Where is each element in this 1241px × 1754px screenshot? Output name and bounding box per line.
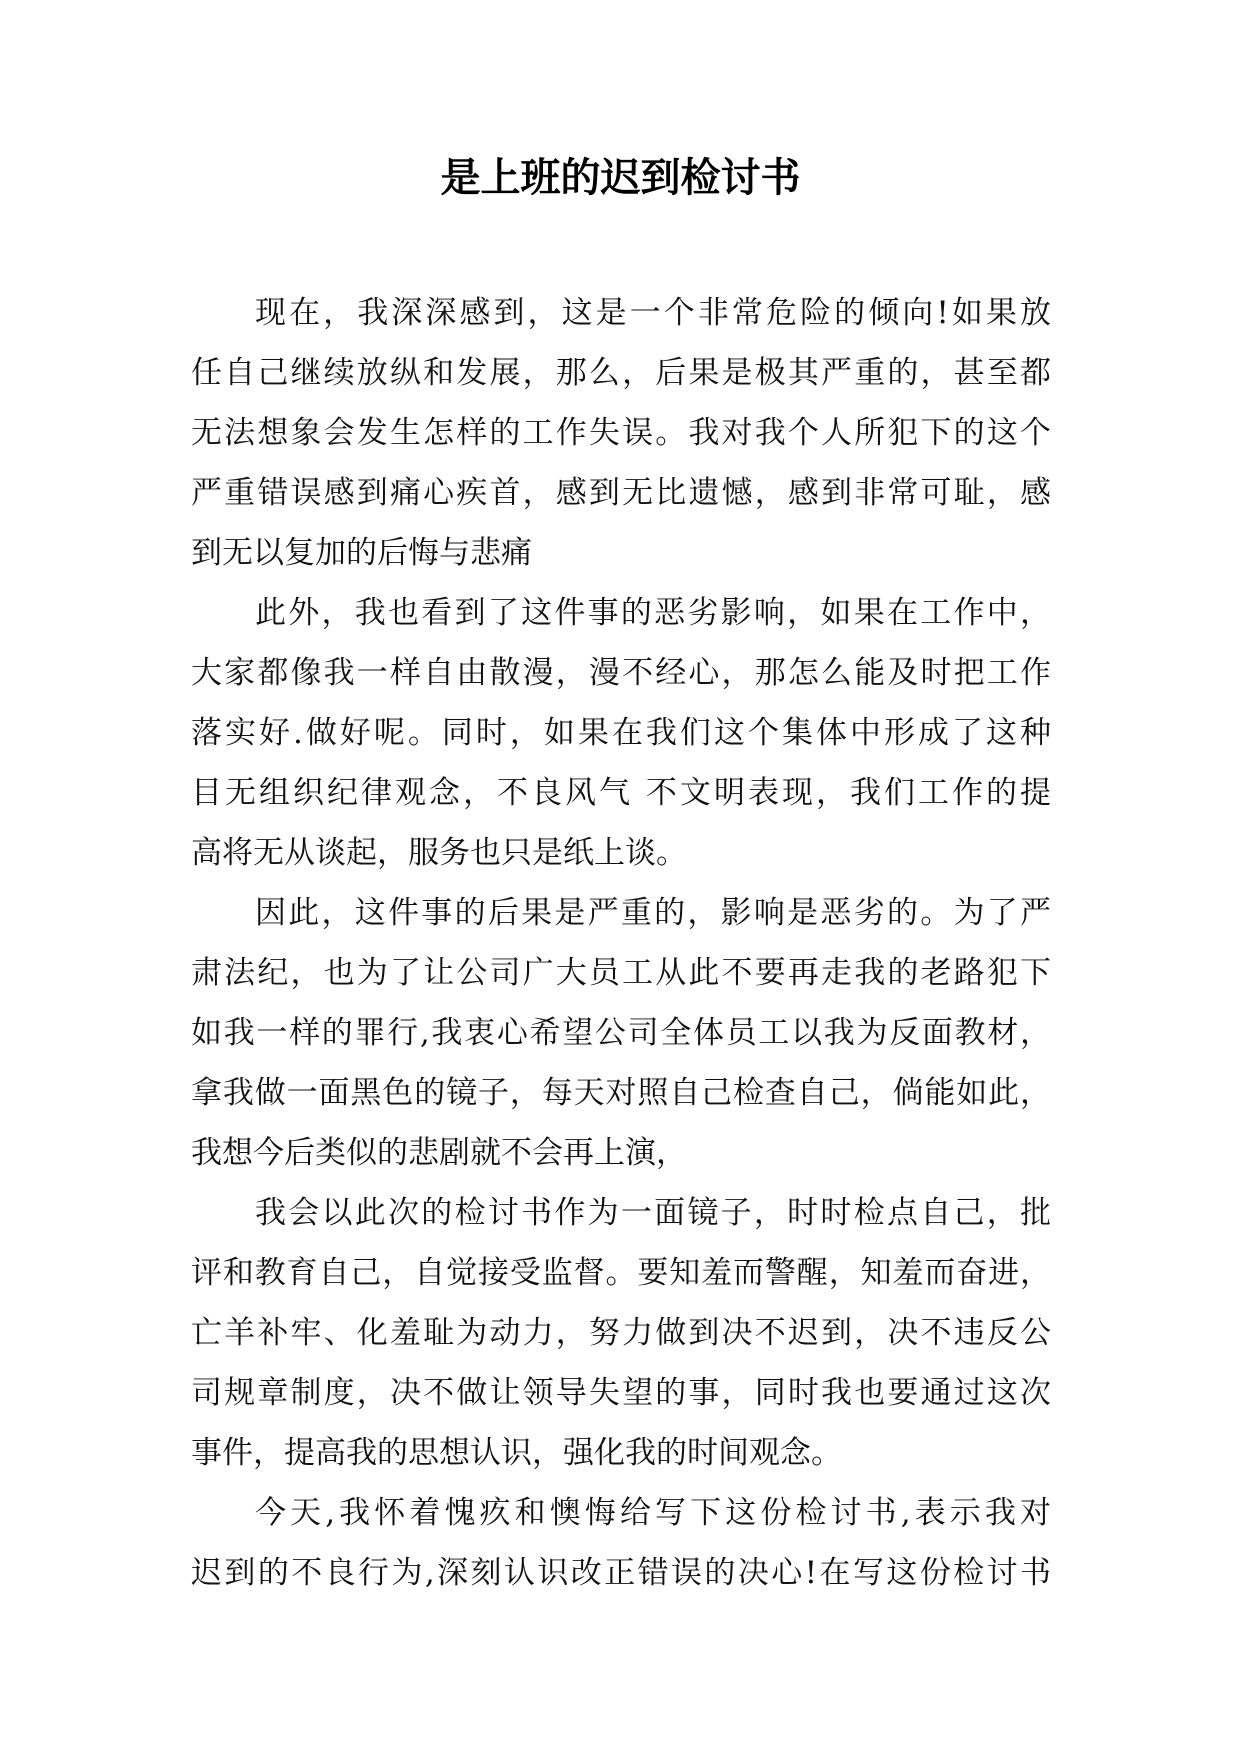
text-line: 肃法纪，也为了让公司广大员工从此不要再走我的老路犯下	[191, 955, 1051, 991]
text-line: 拿我做一面黑色的镜子，每天对照自己检查自己，倘能如此，	[191, 1075, 1051, 1111]
text-line: 我想今后类似的悲剧就不会再上演，	[191, 1135, 687, 1171]
text-line: 到无以复加的后悔与悲痛	[191, 535, 532, 571]
text-line: 评和教育自己，自觉接受监督。要知羞而警醒，知羞而奋进，	[191, 1255, 1051, 1291]
text-line: 严重错误感到痛心疾首，感到无比遗憾，感到非常可耻，感	[191, 475, 1051, 511]
text-line: 无法想象会发生怎样的工作失误。我对我个人所犯下的这个	[191, 415, 1051, 451]
text-line: 目无组织纪律观念，不良风气 不文明表现，我们工作的提	[191, 775, 1051, 811]
text-line: 因此，这件事的后果是严重的，影响是恶劣的。为了严	[255, 895, 1051, 931]
paragraph	[191, 583, 1051, 883]
text-line: 我会以此次的检讨书作为一面镜子，时时检点自己，批	[255, 1195, 1051, 1231]
document-body	[191, 283, 1051, 1603]
paragraph	[191, 883, 1051, 1183]
text-line: 如我一样的罪行,我衷心希望公司全体员工以我为反面教材，	[191, 1015, 1051, 1051]
text-line: 大家都像我一样自由散漫，漫不经心，那怎么能及时把工作	[191, 655, 1051, 691]
text-line: 落实好.做好呢。同时，如果在我们这个集体中形成了这种	[191, 715, 1051, 751]
text-line: 司规章制度，决不做让领导失望的事，同时我也要通过这次	[191, 1375, 1051, 1411]
text-line: 高将无从谈起，服务也只是纸上谈。	[191, 835, 687, 871]
text-line: 现在，我深深感到，这是一个非常危险的倾向!如果放	[255, 295, 1051, 331]
paragraph	[191, 1483, 1051, 1603]
text-line: 今天,我怀着愧疚和懊悔给写下这份检讨书,表示我对	[255, 1495, 1051, 1531]
text-line: 亡羊补牢、化羞耻为动力，努力做到决不迟到，决不违反公	[191, 1315, 1051, 1351]
text-line: 此外，我也看到了这件事的恶劣影响，如果在工作中，	[255, 595, 1051, 631]
document-title: 是上班的迟到检讨书	[440, 154, 801, 201]
paragraph	[191, 283, 1051, 583]
text-line: 任自己继续放纵和发展，那么，后果是极其严重的，甚至都	[191, 355, 1051, 391]
text-line: 事件，提高我的思想认识，强化我的时间观念。	[191, 1435, 842, 1471]
paragraph	[191, 1183, 1051, 1483]
text-line: 迟到的不良行为,深刻认识改正错误的决心!在写这份检讨书	[191, 1555, 1051, 1591]
